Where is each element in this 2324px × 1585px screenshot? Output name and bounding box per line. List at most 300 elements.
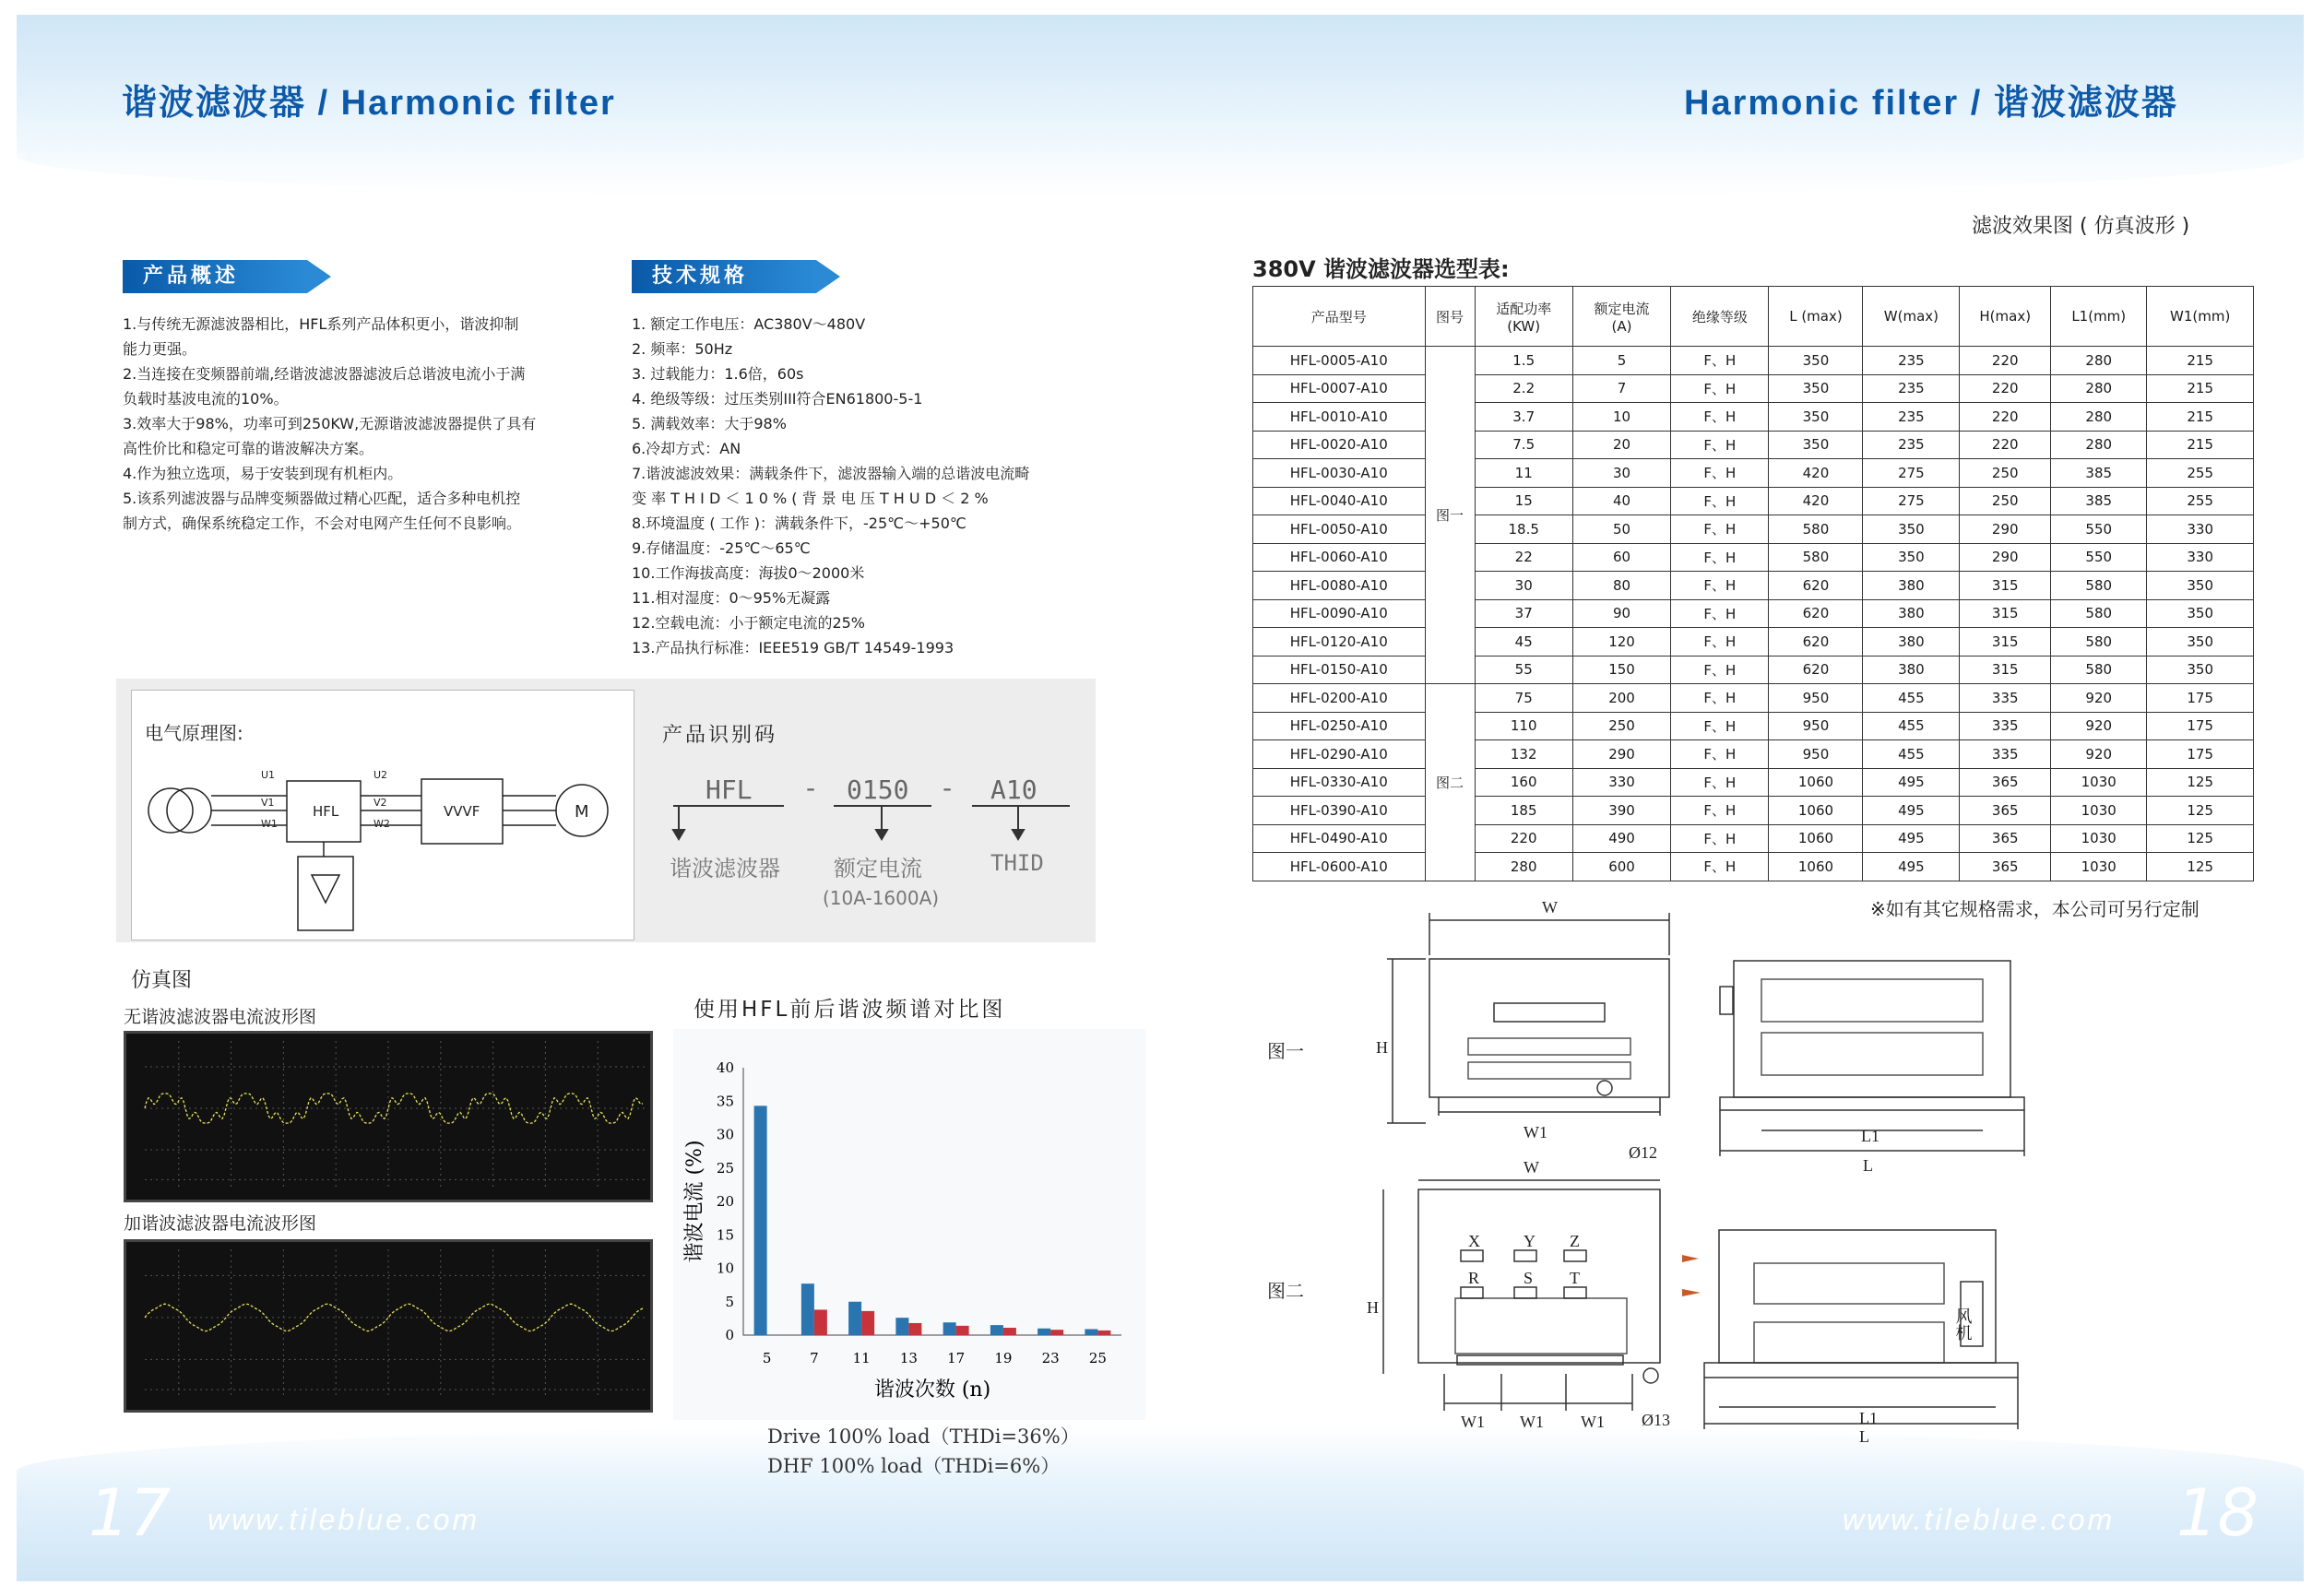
table-row	[1253, 712, 2254, 740]
table-header-cell: L1(mm)	[2051, 287, 2147, 347]
bar-drive-11	[848, 1302, 861, 1335]
table-cell: 175	[2147, 712, 2254, 740]
table-cell: 120	[1572, 628, 1670, 656]
terminal-r: R	[1468, 1269, 1480, 1287]
table-cell: 350	[1769, 374, 1863, 403]
table-cell: 280	[2051, 374, 2147, 403]
bar-drive-13	[895, 1318, 908, 1335]
table-cell: 365	[1960, 797, 2051, 825]
bar-dhf-7	[814, 1309, 827, 1335]
bar-drive-23	[1038, 1329, 1050, 1335]
table-cell: HFL-0330-A10	[1253, 768, 1426, 797]
legend-dhf: DHF 100% load（THDi=6%）	[767, 1455, 1061, 1477]
table-cell: 15	[1475, 487, 1572, 515]
table-cell: 380	[1863, 628, 1960, 656]
table-row	[1253, 543, 2254, 572]
y-tick-label: 15	[716, 1226, 734, 1244]
table-cell: F、H	[1671, 515, 1769, 544]
wave2-plot	[126, 1242, 650, 1410]
y-tick-label: 35	[716, 1093, 734, 1110]
table-cell: HFL-0050-A10	[1253, 515, 1426, 544]
table-cell: F、H	[1671, 797, 1769, 825]
terminal-t: T	[1570, 1269, 1580, 1287]
table-cell: HFL-0010-A10	[1253, 403, 1426, 432]
table-cell: 45	[1475, 628, 1572, 656]
overview-line: 负载时基波电流的10%。	[123, 390, 289, 408]
table-header-cell: 额定电流 (A)	[1572, 287, 1670, 347]
table-cell: 132	[1475, 740, 1572, 769]
table-cell: 350	[1769, 403, 1863, 432]
table-cell: 580	[1769, 543, 1863, 572]
wave1-oscillogram	[124, 1031, 653, 1202]
fig1-dim-w1: W1	[1524, 1123, 1547, 1141]
specs-line: 13.产品执行标准：IEEE519 GB/T 14549-1993	[632, 639, 954, 656]
table-row	[1253, 403, 2254, 432]
table-cell: 600	[1572, 853, 1670, 881]
table-cell: 22	[1475, 543, 1572, 572]
table-cell: 490	[1572, 824, 1670, 853]
table-cell: 215	[2147, 403, 2254, 432]
table-header-cell: 图号	[1425, 287, 1475, 347]
table-cell: 315	[1960, 599, 2051, 628]
table-header-cell: H(max)	[1960, 287, 2051, 347]
table-row	[1253, 347, 2254, 375]
table-cell: HFL-0030-A10	[1253, 459, 1426, 488]
table-row	[1253, 656, 2254, 684]
table-cell: 380	[1863, 656, 1960, 684]
table-cell: 1030	[2051, 824, 2147, 853]
table-cell: 550	[2051, 543, 2147, 572]
code-desc-3: THID	[990, 850, 1044, 876]
specs-line: 1. 额定工作电压：AC380V～480V	[632, 315, 866, 333]
x-axis-label: 谐波次数 (n)	[873, 1378, 991, 1402]
specs-line: 2. 频率：50Hz	[632, 340, 733, 358]
table-cell: 455	[1863, 740, 1960, 769]
table-cell: 950	[1769, 712, 1863, 740]
table-cell: 950	[1769, 740, 1863, 769]
overview-line: 2.当连接在变频器前端,经谐波滤波器滤波后总谐波电流小于满	[123, 365, 526, 383]
table-cell: 290	[1960, 515, 2051, 544]
table-cell: F、H	[1671, 740, 1769, 769]
specs-line: 11.相对湿度：0～95%无凝露	[632, 589, 831, 607]
table-cell: 1060	[1769, 797, 1863, 825]
right-page-title: Harmonic filter / 谐波滤波器	[1684, 84, 2178, 123]
table-cell: 275	[1863, 459, 1960, 488]
table-cell: 350	[1863, 543, 1960, 572]
table-cell: 620	[1769, 599, 1863, 628]
table-header-cell: 绝缘等级	[1671, 287, 1769, 347]
table-cell: 220	[1475, 824, 1572, 853]
fig2-label: 图二	[1267, 1280, 1304, 1302]
table-cell: 55	[1475, 656, 1572, 684]
table-cell: 380	[1863, 599, 1960, 628]
fig2-dim-l1: L1	[1859, 1409, 1878, 1427]
table-cell: F、H	[1671, 459, 1769, 488]
table-cell: 11	[1475, 459, 1572, 488]
table-cell: 37	[1475, 599, 1572, 628]
table-cell: 455	[1863, 712, 1960, 740]
table-cell: HFL-0390-A10	[1253, 797, 1426, 825]
table-cell: 220	[1960, 347, 2051, 375]
table-cell: F、H	[1671, 824, 1769, 853]
selection-table	[1252, 286, 2254, 881]
table-cell: HFL-0600-A10	[1253, 853, 1426, 881]
table-cell: 315	[1960, 572, 2051, 600]
table-cell: HFL-0290-A10	[1253, 740, 1426, 769]
schematic-diagram	[131, 690, 634, 940]
table-cell: 330	[2147, 543, 2254, 572]
fig2-dim-l: L	[1859, 1427, 1869, 1446]
table-cell: 250	[1960, 487, 2051, 515]
table-cell: HFL-0120-A10	[1253, 628, 1426, 656]
fig1-hole: Ø12	[1629, 1143, 1657, 1162]
table-cell: 1030	[2051, 853, 2147, 881]
table-cell: 580	[2051, 656, 2147, 684]
table-cell: 30	[1572, 459, 1670, 488]
y-axis-label: 谐波电流 (%)	[683, 1140, 706, 1263]
schematic-title: 电气原理图:	[145, 722, 243, 744]
table-cell: 335	[1960, 740, 2051, 769]
specs-line: 5. 满载效率：大于98%	[632, 415, 787, 432]
table-cell: 215	[2147, 431, 2254, 459]
overview-line: 能力更强。	[123, 340, 197, 358]
wave2-title: 加谐波滤波器电流波形图	[124, 1213, 317, 1234]
code-part-1: HFL	[706, 775, 753, 805]
dimension-drawings	[1365, 894, 2324, 1457]
table-cell: 1030	[2051, 797, 2147, 825]
table-cell: 365	[1960, 824, 2051, 853]
table-cell: 1060	[1769, 853, 1863, 881]
table-cell: 580	[2051, 628, 2147, 656]
table-cell: 220	[1960, 431, 2051, 459]
table-cell: 90	[1572, 599, 1670, 628]
specs-line: 4. 绝级等级：过压类别III符合EN61800-5-1	[632, 390, 923, 408]
table-cell: 280	[2051, 403, 2147, 432]
fig2-dim-w1-b: W1	[1520, 1413, 1544, 1431]
table-cell: 290	[1960, 543, 2051, 572]
table-header-cell: 适配功率 (KW)	[1475, 287, 1572, 347]
bar-drive-17	[943, 1322, 956, 1335]
table-cell: 350	[1863, 515, 1960, 544]
table-cell: 150	[1572, 656, 1670, 684]
table-cell: F、H	[1671, 656, 1769, 684]
overview-line: 高性价比和稳定可靠的谐波解决方案。	[123, 440, 374, 457]
label-u1: U1	[261, 769, 276, 781]
bar-dhf-23	[1050, 1330, 1063, 1335]
table-row	[1253, 487, 2254, 515]
bar-drive-5	[754, 1106, 767, 1335]
table-cell: 350	[2147, 656, 2254, 684]
table-cell: 365	[1960, 768, 2051, 797]
table-cell: 1030	[2051, 768, 2147, 797]
effect-label: 滤波效果图 ( 仿真波形 )	[1972, 215, 2190, 238]
terminal-s: S	[1524, 1269, 1534, 1287]
chart-axes	[743, 1068, 1121, 1335]
table-figure-cell: 图二	[1425, 684, 1475, 881]
table-cell: 920	[2051, 712, 2147, 740]
table-cell: 220	[1960, 374, 2051, 403]
x-tick-label: 7	[810, 1350, 819, 1366]
left-url: www.tileblue.com	[208, 1503, 480, 1536]
table-cell: F、H	[1671, 543, 1769, 572]
specs-tag: 技术规格	[632, 260, 816, 293]
table-cell: 580	[1769, 515, 1863, 544]
table-cell: 215	[2147, 347, 2254, 375]
table-cell: F、H	[1671, 431, 1769, 459]
table-cell: 125	[2147, 768, 2254, 797]
table-cell: HFL-0040-A10	[1253, 487, 1426, 515]
terminal-z: Z	[1570, 1232, 1580, 1250]
specs-line: 12.空载电流：小于额定电流的25%	[632, 614, 866, 632]
label-w1: W1	[261, 818, 278, 830]
bar-drive-19	[990, 1325, 1003, 1335]
table-cell: 235	[1863, 403, 1960, 432]
table-cell: F、H	[1671, 572, 1769, 600]
specs-line: 7.谐波滤波效果：满载条件下，滤波器输入端的总谐波电流畸	[632, 465, 1030, 482]
legend-drive: Drive 100% load（THDi=36%）	[767, 1425, 1080, 1448]
table-cell: 620	[1769, 628, 1863, 656]
fig2-dim-w: W	[1524, 1158, 1539, 1177]
table-row	[1253, 374, 2254, 403]
table-figure-cell: 图一	[1425, 347, 1475, 684]
fig2-dim-w1-c: W1	[1581, 1413, 1605, 1431]
y-tick-label: 10	[716, 1260, 734, 1277]
table-cell: F、H	[1671, 768, 1769, 797]
overview-tag: 产品概述	[123, 260, 307, 293]
table-cell: 550	[2051, 515, 2147, 544]
table-cell: F、H	[1671, 403, 1769, 432]
label-w2: W2	[374, 818, 390, 830]
table-cell: 75	[1475, 684, 1572, 713]
table-cell: 160	[1475, 768, 1572, 797]
table-cell: 7	[1572, 374, 1670, 403]
table-cell: 235	[1863, 374, 1960, 403]
terminal-y: Y	[1524, 1232, 1536, 1250]
label-u2: U2	[374, 769, 388, 781]
table-cell: 215	[2147, 374, 2254, 403]
table-cell: 495	[1863, 824, 1960, 853]
table-cell: 220	[1960, 403, 2051, 432]
table-row	[1253, 431, 2254, 459]
specs-line: 3. 过载能力：1.6倍，60s	[632, 365, 804, 383]
table-cell: 20	[1572, 431, 1670, 459]
wave1-title: 无谐波滤波器电流波形图	[124, 1007, 317, 1027]
table-cell: 3.7	[1475, 403, 1572, 432]
table-cell: 315	[1960, 628, 2051, 656]
table-cell: 495	[1863, 853, 1960, 881]
table-cell: 920	[2051, 740, 2147, 769]
specs-line: 9.存储温度：-25℃～65℃	[632, 539, 811, 557]
specs-line: 变 率 T H I D ＜ 1 0 % ( 背 景 电 压 T H U D ＜ 2 %	[632, 490, 989, 507]
code-desc-2-sub: (10A-1600A)	[823, 887, 940, 909]
table-cell: 235	[1863, 347, 1960, 375]
table-cell: 80	[1572, 572, 1670, 600]
table-row	[1253, 628, 2254, 656]
table-row	[1253, 853, 2254, 881]
bar-dhf-25	[1097, 1331, 1110, 1335]
code-dash-2: -	[943, 773, 953, 803]
table-cell: 380	[1863, 572, 1960, 600]
fig2-hole: Ø13	[1642, 1411, 1670, 1429]
bar-dhf-17	[956, 1326, 969, 1335]
table-cell: HFL-0090-A10	[1253, 599, 1426, 628]
custom-note: ※如有其它规格需求，本公司可另行定制	[1870, 898, 2200, 920]
table-cell: F、H	[1671, 374, 1769, 403]
overview-line: 5.该系列滤波器与品牌变频器做过精心匹配，适合多种电机控	[123, 490, 521, 507]
fig1-dim-l1: L1	[1861, 1127, 1879, 1145]
x-tick-label: 17	[947, 1350, 966, 1366]
table-cell: F、H	[1671, 599, 1769, 628]
table-row	[1253, 515, 2254, 544]
table-cell: 390	[1572, 797, 1670, 825]
table-cell: 255	[2147, 487, 2254, 515]
table-cell: 290	[1572, 740, 1670, 769]
table-cell: 255	[2147, 459, 2254, 488]
code-dash-1: -	[806, 773, 816, 803]
table-cell: 125	[2147, 853, 2254, 881]
code-part-2: 0150	[847, 775, 909, 805]
x-tick-label: 23	[1041, 1350, 1060, 1366]
table-cell: 200	[1572, 684, 1670, 713]
table-cell: 1060	[1769, 824, 1863, 853]
fig1-label: 图一	[1267, 1040, 1304, 1062]
table-row	[1253, 824, 2254, 853]
y-tick-label: 20	[716, 1193, 734, 1210]
overview-line: 3.效率大于98%，功率可到250KW,无源谐波滤波器提供了具有	[123, 415, 537, 432]
table-cell: 455	[1863, 684, 1960, 713]
table-cell: 185	[1475, 797, 1572, 825]
schematic-drawing	[132, 691, 634, 940]
y-tick-label: 40	[716, 1059, 734, 1076]
table-cell: 330	[2147, 515, 2254, 544]
table-cell: 1060	[1769, 768, 1863, 797]
bar-dhf-13	[908, 1323, 921, 1335]
table-header-cell: L (max)	[1769, 287, 1863, 347]
bar-dhf-11	[861, 1311, 874, 1335]
table-row	[1253, 684, 2254, 713]
table-row	[1253, 740, 2254, 769]
table-row	[1253, 572, 2254, 600]
table-cell: HFL-0200-A10	[1253, 684, 1426, 713]
table-cell: HFL-0060-A10	[1253, 543, 1426, 572]
fan-label: 风机	[1952, 1307, 1973, 1341]
overview-line: 1.与传统无源滤波器相比，HFL系列产品体积更小，谐波抑制	[123, 315, 519, 333]
specs-text	[632, 312, 1111, 660]
table-cell: 335	[1960, 684, 2051, 713]
y-tick-label: 30	[716, 1126, 734, 1143]
table-header-row	[1253, 287, 2254, 347]
specs-line: 6.冷却方式：AN	[632, 440, 741, 457]
label-vvvf: VVVF	[444, 803, 480, 820]
table-cell: 280	[2051, 431, 2147, 459]
table-cell: 2.2	[1475, 374, 1572, 403]
table-cell: 7.5	[1475, 431, 1572, 459]
table-cell: F、H	[1671, 347, 1769, 375]
y-tick-label: 0	[725, 1327, 734, 1343]
code-desc-2: 额定电流	[834, 856, 922, 881]
table-cell: 315	[1960, 656, 2051, 684]
bar-dhf-19	[1003, 1328, 1016, 1335]
fig1-dim-l: L	[1863, 1156, 1873, 1175]
overview-text	[123, 312, 584, 536]
overview-line: 制方式，确保系统稳定工作，不会对电网产生任何不良影响。	[123, 515, 522, 532]
table-cell: 350	[1769, 431, 1863, 459]
table-cell: 10	[1572, 403, 1670, 432]
table-cell: HFL-0490-A10	[1253, 824, 1426, 853]
table-cell: 620	[1769, 572, 1863, 600]
table-header-cell: W(max)	[1863, 287, 1960, 347]
code-part-3: A10	[990, 775, 1038, 805]
table-cell: 950	[1769, 684, 1863, 713]
table-cell: 350	[2147, 599, 2254, 628]
fig2-dim-w1-a: W1	[1461, 1413, 1485, 1431]
harmonic-bar-chart	[673, 1029, 1145, 1425]
table-cell: 350	[2147, 572, 2254, 600]
table-cell: 365	[1960, 853, 2051, 881]
table-cell: 495	[1863, 768, 1960, 797]
table-cell: 5	[1572, 347, 1670, 375]
table-cell: 30	[1475, 572, 1572, 600]
x-tick-label: 13	[899, 1350, 918, 1366]
label-motor: M	[575, 802, 589, 822]
table-cell: 235	[1863, 431, 1960, 459]
table-row	[1253, 599, 2254, 628]
wave1-plot	[126, 1034, 650, 1200]
label-v1: V1	[261, 797, 275, 809]
x-tick-label: 11	[852, 1350, 871, 1366]
table-cell: 40	[1572, 487, 1670, 515]
table-cell: HFL-0250-A10	[1253, 712, 1426, 740]
table-cell: 920	[2051, 684, 2147, 713]
table-cell: HFL-0007-A10	[1253, 374, 1426, 403]
table-cell: 580	[2051, 572, 2147, 600]
table-cell: 280	[2051, 347, 2147, 375]
x-tick-label: 25	[1088, 1350, 1107, 1366]
table-cell: 350	[2147, 628, 2254, 656]
table-cell: F、H	[1671, 853, 1769, 881]
overview-line: 4.作为独立选项，易于安装到现有机柜内。	[123, 465, 403, 482]
table-header-cell: W1(mm)	[2147, 287, 2254, 347]
table-cell: HFL-0020-A10	[1253, 431, 1426, 459]
table-cell: HFL-0005-A10	[1253, 347, 1426, 375]
table-row	[1253, 768, 2254, 797]
specs-line: 10.工作海拔高度：海拔0～2000米	[632, 564, 865, 582]
table-cell: 175	[2147, 684, 2254, 713]
fig1-dim-w: W	[1542, 898, 1558, 917]
table-cell: 350	[1769, 347, 1863, 375]
table-cell: F、H	[1671, 628, 1769, 656]
left-page-number: 17	[89, 1475, 172, 1551]
table-cell: 110	[1475, 712, 1572, 740]
table-cell: 385	[2051, 487, 2147, 515]
table-cell: 330	[1572, 768, 1670, 797]
x-tick-label: 19	[994, 1350, 1013, 1366]
table-cell: 580	[2051, 599, 2147, 628]
table-cell: 175	[2147, 740, 2254, 769]
table-cell: 50	[1572, 515, 1670, 544]
table-cell: 385	[2051, 459, 2147, 488]
chart-title: 使用HFL前后谐波频谱对比图	[694, 998, 1006, 1022]
bar-drive-7	[801, 1283, 814, 1335]
label-v2: V2	[374, 797, 387, 809]
left-page-title: 谐波滤波器 / Harmonic filter	[122, 84, 616, 123]
table-cell: 280	[1475, 853, 1572, 881]
y-tick-label: 25	[716, 1159, 734, 1177]
table-cell: F、H	[1671, 712, 1769, 740]
table-cell: 18.5	[1475, 515, 1572, 544]
code-title: 产品识别码	[662, 724, 778, 747]
fig1-dim-h: H	[1376, 1038, 1388, 1057]
